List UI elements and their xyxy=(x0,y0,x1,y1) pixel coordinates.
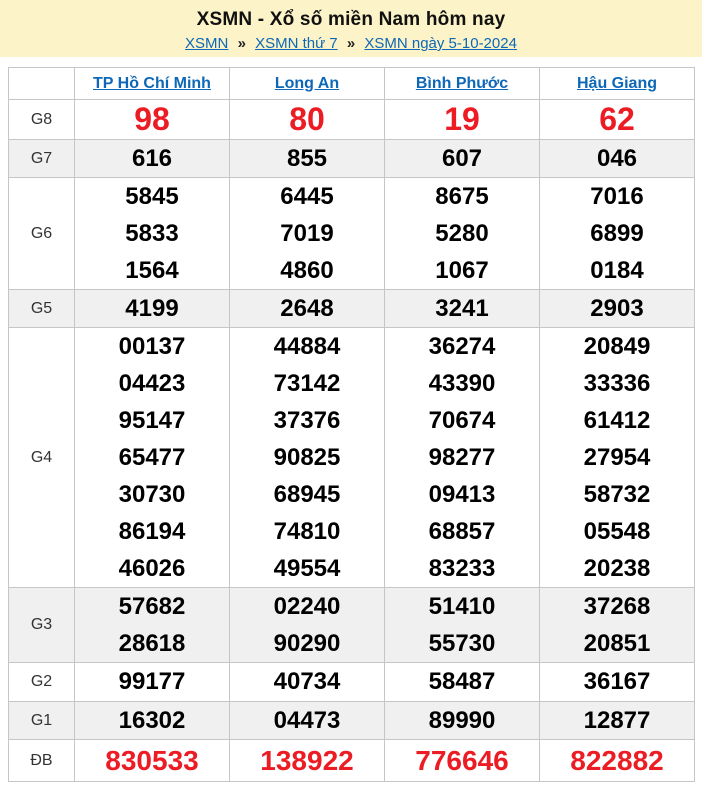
column-header-binh-phuoc xyxy=(385,68,540,100)
result-number: 33336 xyxy=(583,370,651,397)
result-number: 1564 xyxy=(125,257,179,284)
result-number: 822882 xyxy=(570,744,664,776)
result-number: 37376 xyxy=(273,407,341,434)
result-number: 44884 xyxy=(273,333,341,360)
result-number: 89990 xyxy=(428,706,496,734)
result-number: 73142 xyxy=(273,370,341,397)
result-number: 74810 xyxy=(273,518,341,545)
prize-label: ĐB xyxy=(9,740,75,782)
breadcrumb-separator: » xyxy=(237,35,246,52)
result-cell xyxy=(385,588,540,663)
result-cell xyxy=(230,100,385,140)
result-cell xyxy=(230,140,385,178)
prize-label: G3 xyxy=(9,588,75,663)
result-cell xyxy=(75,702,230,740)
result-number: 98 xyxy=(134,101,170,137)
breadcrumb-link-xsmn[interactable]: XSMN xyxy=(185,35,229,52)
result-number: 95147 xyxy=(118,407,186,434)
result-cell xyxy=(75,663,230,702)
result-number: 40734 xyxy=(273,668,341,695)
result-number: 2648 xyxy=(280,294,334,322)
result-number: 855 xyxy=(286,144,328,172)
result-number: 00137 xyxy=(118,333,186,360)
result-cell xyxy=(540,588,695,663)
prize-row-g4 xyxy=(9,328,695,588)
result-cell xyxy=(230,702,385,740)
results-table xyxy=(8,67,695,782)
result-number: 7019 xyxy=(280,220,334,247)
result-cell xyxy=(75,178,230,290)
result-number: 65477 xyxy=(118,444,186,471)
result-number: 70674 xyxy=(428,407,496,434)
result-number: 09413 xyxy=(428,481,496,508)
result-cell xyxy=(540,100,695,140)
prize-label: G7 xyxy=(9,140,75,178)
result-number: 90290 xyxy=(273,630,341,657)
result-number: 04423 xyxy=(118,370,186,397)
result-number: 4860 xyxy=(280,257,334,284)
result-cell xyxy=(230,740,385,782)
result-number: 6445 xyxy=(280,183,334,210)
result-number: 04473 xyxy=(273,706,341,734)
prize-label: G8 xyxy=(9,100,75,140)
breadcrumb xyxy=(0,35,702,52)
result-number: 62 xyxy=(599,101,635,137)
prize-label: G4 xyxy=(9,328,75,588)
breadcrumb-link-xsmn-ngay[interactable]: XSMN ngày 5-10-2024 xyxy=(364,35,517,52)
result-cell xyxy=(540,290,695,328)
result-number: 7016 xyxy=(590,183,644,210)
result-number: 776646 xyxy=(415,744,509,776)
prize-row-db xyxy=(9,740,695,782)
result-number: 80 xyxy=(289,101,325,137)
result-cell xyxy=(230,290,385,328)
result-number: 90825 xyxy=(273,444,341,471)
result-cell xyxy=(75,588,230,663)
result-number: 51410 xyxy=(428,593,496,620)
prize-row-g1 xyxy=(9,702,695,740)
prize-label: G2 xyxy=(9,663,75,702)
result-number: 49554 xyxy=(273,555,341,582)
result-cell xyxy=(75,100,230,140)
result-number: 4199 xyxy=(125,294,179,322)
prize-row-g7 xyxy=(9,140,695,178)
column-header-tp-ho-chi-minh xyxy=(75,68,230,100)
result-number: 2903 xyxy=(590,294,644,322)
result-number: 16302 xyxy=(118,706,186,734)
province-link-hau-giang[interactable]: Hậu Giang xyxy=(576,74,657,92)
prize-label: G1 xyxy=(9,702,75,740)
prize-row-g8 xyxy=(9,100,695,140)
result-cell xyxy=(385,100,540,140)
result-cell xyxy=(540,702,695,740)
result-number: 830533 xyxy=(105,744,199,776)
result-number: 3241 xyxy=(435,294,489,322)
result-number: 20851 xyxy=(583,630,651,657)
result-number: 86194 xyxy=(118,518,186,545)
prize-row-g5 xyxy=(9,290,695,328)
result-cell xyxy=(540,178,695,290)
result-cell xyxy=(385,140,540,178)
result-cell xyxy=(385,702,540,740)
result-number: 58487 xyxy=(428,668,496,695)
result-number: 43390 xyxy=(428,370,496,397)
result-number: 5280 xyxy=(435,220,489,247)
result-number: 0184 xyxy=(590,257,644,284)
result-number: 68945 xyxy=(273,481,341,508)
result-cell xyxy=(230,178,385,290)
result-number: 36274 xyxy=(428,333,496,360)
result-number: 36167 xyxy=(583,668,651,695)
result-cell xyxy=(540,140,695,178)
province-link-tp-ho-chi-minh[interactable]: TP Hồ Chí Minh xyxy=(93,74,211,92)
result-number: 57682 xyxy=(118,593,186,620)
result-number: 6899 xyxy=(590,220,644,247)
prize-row-g2 xyxy=(9,663,695,702)
result-number: 61412 xyxy=(583,407,651,434)
result-number: 138922 xyxy=(260,744,354,776)
result-number: 98277 xyxy=(428,444,496,471)
result-number: 99177 xyxy=(118,668,186,695)
result-cell xyxy=(75,328,230,588)
result-cell xyxy=(230,588,385,663)
result-cell xyxy=(385,663,540,702)
result-cell xyxy=(385,290,540,328)
province-link-binh-phuoc[interactable]: Bình Phước xyxy=(415,74,509,92)
result-number: 55730 xyxy=(428,630,496,657)
column-header-row xyxy=(9,68,695,100)
result-number: 616 xyxy=(131,144,173,172)
page-title: XSMN - Xổ số miền Nam hôm nay xyxy=(196,9,506,30)
result-cell xyxy=(540,663,695,702)
result-number: 58732 xyxy=(583,481,651,508)
result-number: 20849 xyxy=(583,333,651,360)
result-cell xyxy=(385,740,540,782)
result-number: 5833 xyxy=(125,220,179,247)
page-header xyxy=(0,0,702,57)
prize-row-g3 xyxy=(9,588,695,663)
result-cell xyxy=(540,740,695,782)
result-number: 607 xyxy=(441,144,483,172)
prize-label: G6 xyxy=(9,178,75,290)
result-cell xyxy=(75,740,230,782)
result-number: 68857 xyxy=(428,518,496,545)
result-cell xyxy=(75,290,230,328)
result-number: 27954 xyxy=(583,444,651,471)
corner-cell xyxy=(9,68,75,100)
breadcrumb-link-xsmn-thu-7[interactable]: XSMN thứ 7 xyxy=(255,35,338,52)
result-number: 046 xyxy=(596,144,638,172)
result-number: 37268 xyxy=(583,593,651,620)
result-number: 19 xyxy=(444,101,480,137)
prize-row-g6 xyxy=(9,178,695,290)
breadcrumb-separator: » xyxy=(346,35,356,52)
result-number: 30730 xyxy=(118,481,186,508)
result-number: 5845 xyxy=(125,183,179,210)
result-number: 20238 xyxy=(583,555,651,582)
province-link-long-an[interactable]: Long An xyxy=(274,74,340,92)
result-number: 83233 xyxy=(428,555,496,582)
column-header-hau-giang xyxy=(540,68,695,100)
result-number: 05548 xyxy=(583,518,651,545)
result-number: 02240 xyxy=(273,593,341,620)
result-cell xyxy=(385,178,540,290)
result-cell xyxy=(230,328,385,588)
result-cell xyxy=(540,328,695,588)
result-number: 1067 xyxy=(435,257,489,284)
result-cell xyxy=(230,663,385,702)
result-number: 8675 xyxy=(435,183,489,210)
result-number: 46026 xyxy=(118,555,186,582)
result-number: 28618 xyxy=(118,630,186,657)
result-cell xyxy=(75,140,230,178)
result-cell xyxy=(385,328,540,588)
prize-label: G5 xyxy=(9,290,75,328)
result-number: 12877 xyxy=(583,706,651,734)
column-header-long-an xyxy=(230,68,385,100)
